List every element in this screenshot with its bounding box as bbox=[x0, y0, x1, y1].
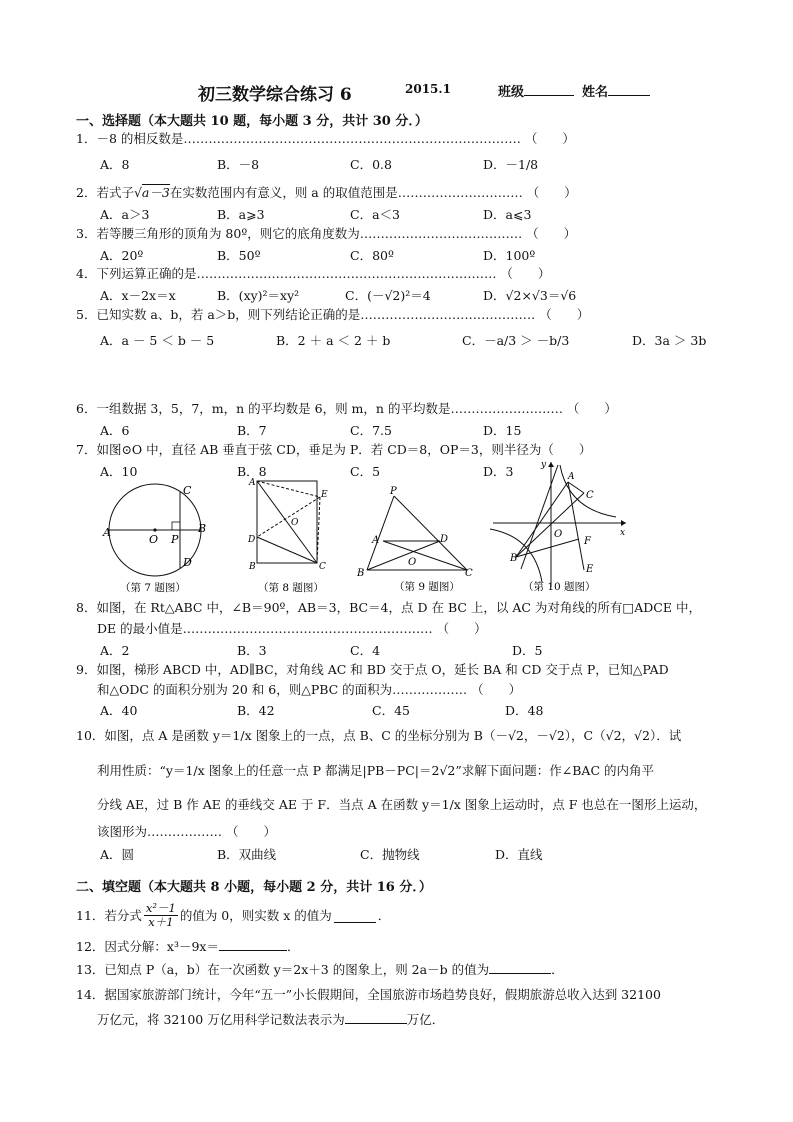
q4-option-b[interactable]: B．(xy)²＝xy² bbox=[217, 288, 300, 303]
q4-option-d[interactable]: D．√2×√3＝√6 bbox=[483, 288, 577, 303]
q6-option-a[interactable]: A．6 bbox=[100, 423, 130, 438]
q2-radicand: a－3 bbox=[141, 185, 170, 200]
question-6: 6．一组数据 3，5，7，m，n 的平均数是 6，则 m，n 的平均数是……………………… （ ） bbox=[76, 401, 617, 416]
q2-option-d[interactable]: D．a⩽3 bbox=[483, 207, 532, 222]
fig10-label-c: C bbox=[586, 490, 594, 501]
section-heading-fill: 二、填空题（本大题共 8 小题，每小题 2 分，共计 16 分．） bbox=[76, 880, 432, 895]
q5-option-c[interactable]: C．－a/3 ＞ －b/3 bbox=[462, 333, 570, 348]
q8-option-c[interactable]: C．4 bbox=[350, 643, 381, 658]
q12-answer-blank[interactable] bbox=[219, 937, 287, 951]
fig8-caption: （第 8 题图） bbox=[258, 582, 324, 594]
question-13 bbox=[76, 960, 564, 979]
fig10-label-a: A bbox=[568, 472, 575, 482]
q9-option-b[interactable]: B．42 bbox=[237, 703, 275, 718]
q11-stem-a: 11．若分式 bbox=[76, 907, 142, 923]
q12-stem: 12．因式分解：x³－9x＝ bbox=[76, 939, 219, 954]
q11-fraction bbox=[144, 902, 178, 929]
fig7-label-a: A bbox=[103, 526, 111, 539]
question-9-line-2: 和△ODC 的面积分别为 20 和 6，则△PBC 的面积为……………… （ ） bbox=[97, 682, 522, 697]
q1-option-d[interactable]: D．－1/8 bbox=[483, 157, 539, 172]
fig7-label-p: P bbox=[171, 533, 179, 546]
fig9-label-p: P bbox=[390, 486, 397, 497]
question-14-line-1: 14．据国家旅游部门统计，今年“五一”小长假期间，全国旅游市场趋势良好，假期旅游总收入达到 32100 bbox=[76, 987, 661, 1002]
fig8-label-d: D bbox=[248, 535, 256, 545]
name-field[interactable] bbox=[582, 81, 650, 100]
q13-end: ． bbox=[551, 962, 564, 977]
figure-8 bbox=[240, 475, 340, 600]
fig10-label-y: y bbox=[541, 460, 547, 470]
question-1: 1．－8 的相反数是……………………………………………………………………… （ ） bbox=[76, 131, 575, 146]
q7-option-d[interactable]: D．3 bbox=[483, 464, 514, 479]
fig9-pc bbox=[394, 496, 467, 570]
fig9-label-a: A bbox=[372, 535, 380, 546]
fig7-label-d: D bbox=[183, 556, 192, 569]
q4-option-c[interactable]: C．(－√2)²＝4 bbox=[345, 288, 431, 303]
question-3: 3．若等腰三角形的顶角为 80º，则它的底角度数为………………………………… （ ） bbox=[76, 226, 577, 241]
q5-option-b[interactable]: B．2 ＋ a ＜ 2 ＋ b bbox=[276, 333, 391, 348]
fig9-label-o: O bbox=[408, 557, 417, 568]
q3-option-a[interactable]: A．20º bbox=[100, 248, 144, 263]
question-10-line-3: 分线 AE，过 B 作 AE 的垂线交 AE 于 F．当点 A 在函数 y＝1/x 图象上运动时，点 F 也总在一图形上运动， bbox=[97, 797, 707, 812]
page-title: 初三数学综合练习 6 bbox=[198, 85, 352, 105]
question-10-line-1: 10．如图，点 A 是函数 y＝1/x 图象上的一点，点 B、C 的坐标分别为 B（－√2，－√2），C（√2，√2）．试 bbox=[76, 728, 682, 743]
q13-answer-blank[interactable] bbox=[489, 960, 551, 974]
q14-answer-blank[interactable] bbox=[345, 1010, 407, 1024]
fig7-label-o: O bbox=[149, 533, 159, 546]
fig8-label-b: B bbox=[249, 562, 256, 572]
q10-option-a[interactable]: A．圆 bbox=[100, 847, 135, 862]
fig9-label-d: D bbox=[440, 534, 449, 545]
fig9-label-c: C bbox=[465, 568, 473, 579]
question-11 bbox=[76, 902, 390, 929]
question-10-line-4: 该图形为……………… （ ） bbox=[97, 824, 276, 839]
q8-option-a[interactable]: A．2 bbox=[100, 643, 130, 658]
q11-stem-b: 的值为 0，则实数 x 的值为 bbox=[179, 907, 332, 923]
q4-option-a[interactable]: A．x－2x＝x bbox=[100, 288, 176, 303]
fig10-label-o: O bbox=[554, 529, 563, 540]
q2-option-b[interactable]: B．a⩾3 bbox=[217, 207, 265, 222]
q10-option-b[interactable]: B．双曲线 bbox=[217, 847, 277, 862]
q8-option-b[interactable]: B．3 bbox=[237, 643, 267, 658]
fig9-caption: （第 9 题图） bbox=[394, 581, 460, 593]
fig10-x-arrow bbox=[621, 520, 626, 526]
question-14-line-2 bbox=[97, 1010, 444, 1029]
q7-option-b[interactable]: B．8 bbox=[237, 464, 267, 479]
q9-option-d[interactable]: D．48 bbox=[505, 703, 544, 718]
sqrt-sign: √ bbox=[133, 185, 142, 200]
q5-option-d[interactable]: D．3a ＞ 3b bbox=[632, 333, 707, 348]
fig10-y-arrow bbox=[548, 462, 554, 467]
section-heading-choice: 一、选择题（本大题共 10 题，每小题 3 分，共计 30 分．） bbox=[76, 114, 428, 129]
q2-option-a[interactable]: A．a＞3 bbox=[100, 207, 150, 222]
q6-option-d[interactable]: D．15 bbox=[483, 423, 522, 438]
question-8-line-1: 8．如图，在 Rt△ABC 中，∠B＝90º，AB＝3，BC＝4，点 D 在 BC 上，以 AC 为对角线的所有□ADCE 中， bbox=[76, 600, 701, 615]
fig8-label-e: E bbox=[321, 490, 328, 500]
name-label: 姓名 bbox=[582, 85, 609, 100]
fig8-ed bbox=[257, 497, 320, 537]
class-field[interactable] bbox=[498, 81, 574, 100]
fig8-label-a: A bbox=[249, 478, 256, 488]
question-9-line-1: 9．如图，梯形 ABCD 中，AD∥BC，对角线 AC 和 BD 交于点 O，延长 BA 和 CD 交于点 P，已知△PAD bbox=[76, 662, 669, 677]
q8-option-d[interactable]: D．5 bbox=[512, 643, 543, 658]
fig7-right-angle bbox=[172, 522, 180, 530]
fig8-diag-ac bbox=[257, 481, 317, 563]
q10-option-c[interactable]: C．抛物线 bbox=[360, 847, 420, 862]
fig9-label-b: B bbox=[357, 568, 365, 579]
q9-option-a[interactable]: A．40 bbox=[100, 703, 138, 718]
q6-option-c[interactable]: C．7.5 bbox=[350, 423, 392, 438]
q11-numerator: x²－1 bbox=[145, 901, 176, 915]
figure-7 bbox=[95, 478, 220, 598]
question-10-line-2: 利用性质：“y＝1/x 图象上的任意一点 P 都满足|PB－PC|＝2√2”求解下面问题：作∠BAC 的内角平 bbox=[97, 763, 654, 778]
q5-option-a[interactable]: A．a － 5 ＜ b － 5 bbox=[100, 333, 215, 348]
fig10-label-e: E bbox=[586, 564, 594, 575]
fig7-label-b: B bbox=[198, 522, 207, 535]
q11-end: ． bbox=[377, 907, 391, 923]
q2-option-c[interactable]: C．a＜3 bbox=[350, 207, 400, 222]
q3-option-b[interactable]: B．50º bbox=[217, 248, 261, 263]
q1-option-b[interactable]: B．－8 bbox=[217, 157, 260, 172]
fig7-label-c: C bbox=[183, 484, 192, 497]
q3-option-c[interactable]: C．80º bbox=[350, 248, 394, 263]
q14-stem: 万亿元，将 32100 万亿用科学记数法表示为 bbox=[97, 1012, 345, 1027]
question-7: 7．如图⊙O 中，直径 AB 垂直于弦 CD，垂足为 P．若 CD＝8，OP＝3，则半径为（ ） bbox=[76, 442, 592, 457]
fig7-center-dot bbox=[153, 528, 156, 531]
fig10-label-b: B bbox=[510, 553, 518, 564]
fig10-label-f: F bbox=[584, 536, 591, 547]
q14-end: 万亿． bbox=[406, 1012, 445, 1027]
fig8-label-c: C bbox=[319, 562, 326, 572]
fig10-ab bbox=[516, 482, 568, 557]
question-8-line-2: DE 的最小值是…………………………………………………… （ ） bbox=[97, 621, 487, 636]
fig10-label-x: x bbox=[620, 528, 626, 538]
q2-stem-b: 在实数范围内有意义，则 a 的取值范围是………………………… （ ） bbox=[169, 185, 577, 200]
q10-option-d[interactable]: D．直线 bbox=[495, 847, 543, 862]
q1-option-a[interactable]: A．8 bbox=[100, 157, 130, 172]
q12-end: ． bbox=[286, 939, 300, 954]
q6-option-b[interactable]: B．7 bbox=[237, 423, 267, 438]
q1-option-c[interactable]: C．0.8 bbox=[350, 157, 392, 172]
fig10-caption: （第 10 题图） bbox=[523, 581, 596, 593]
fig10-line bbox=[521, 465, 558, 569]
fig9-pb bbox=[367, 496, 394, 570]
fig8-label-o: O bbox=[291, 518, 299, 528]
class-label: 班级 bbox=[498, 85, 525, 100]
fig7-caption: （第 7 题图） bbox=[120, 582, 186, 594]
q11-answer-blank[interactable] bbox=[334, 909, 376, 923]
q9-option-c[interactable]: C．45 bbox=[372, 703, 410, 718]
date: 2015.1 bbox=[405, 82, 451, 96]
q7-option-c[interactable]: C．5 bbox=[350, 464, 381, 479]
question-4: 4．下列运算正确的是……………………………………………………………… （ ） bbox=[76, 266, 551, 281]
q3-option-d[interactable]: D．100º bbox=[483, 248, 536, 263]
question-12 bbox=[76, 937, 300, 956]
q7-option-a[interactable]: A．10 bbox=[100, 464, 138, 479]
question-2 bbox=[76, 184, 577, 202]
fig9-ac bbox=[383, 541, 467, 570]
question-5: 5．已知实数 a、b，若 a＞b，则下列结论正确的是…………………………………… （ ） bbox=[76, 307, 590, 322]
figure-10 bbox=[488, 457, 633, 597]
q2-stem-a: 2．若式子 bbox=[76, 185, 134, 200]
q11-denominator: x＋1 bbox=[148, 915, 174, 929]
q13-stem: 13．已知点 P（a，b）在一次函数 y＝2x＋3 的图象上，则 2a－b 的值为 bbox=[76, 962, 490, 977]
figure-9 bbox=[352, 480, 482, 600]
